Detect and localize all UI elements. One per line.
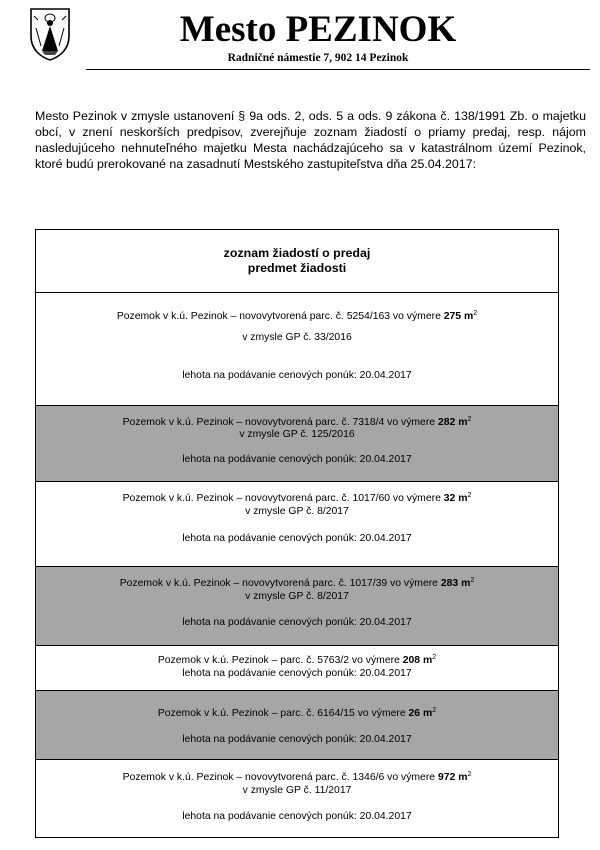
row-gp: v zmysle GP č. 33/2016 [242, 332, 352, 343]
row-description: Pozemok v k.ú. Pezinok – novovytvorená parc. č. 1017/39 vo výmere 283 $m^2$ [119, 577, 475, 589]
header-divider [86, 69, 590, 70]
document-address: Radničné námestie 7, 902 14 Pezinok [227, 52, 409, 64]
row-description: Pozemok v k.ú. Pezinok – parc. č. 5763/2 vo výmere 208 $m^2$ [157, 654, 437, 666]
row-gp: v zmysle GP č. 11/2017 [242, 785, 352, 796]
table-row [36, 646, 558, 691]
document-header [0, 0, 600, 80]
table-heading: zoznam žiadostí o predaj [223, 246, 371, 260]
table-row [36, 691, 558, 760]
table-row [36, 482, 558, 567]
row-deadline: lehota na podávanie cenových ponúk: 20.04.2017 [182, 454, 412, 465]
row-deadline: lehota na podávanie cenových ponúk: 20.04.2017 [182, 811, 412, 822]
row-area: 32 [443, 493, 456, 504]
intro-paragraph: Mesto Pezinok v zmysle ustanovení § 9a ods. 2, ods. 5 a ods. 9 zákona č. 138/1991 Zb. o majetku obcí, v znení neskorších predpisov, zverejňuje zoznam žiadostí o priamy predaj, resp. nájom nasledujúceho nehnuteľného majetku Mesta nachádzajúceho sa v katastrálnom území Pezinok, ktoré budú prerokované na zasadnutí Mestského zastupiteľstva dňa 25.04.2017: [35, 109, 586, 171]
row-description: Pozemok v k.ú. Pezinok – novovytvorená parc. č. 1346/6 vo výmere 972 $m^2$ [122, 771, 472, 783]
row-gp: v zmysle GP č. 125/2016 [239, 429, 355, 440]
table-row [36, 406, 558, 482]
row-description: Pozemok v k.ú. Pezinok – novovytvorená parc. č. 5254/163 vo výmere 275 $m^2$ [116, 310, 478, 322]
row-gp: v zmysle GP č. 8/2017 [245, 506, 349, 517]
row-description: Pozemok v k.ú. Pezinok – novovytvorená parc. č. 1017/60 vo výmere 32 $m^2$ [122, 492, 472, 504]
row-description: Pozemok v k.ú. Pezinok – novovytvorená parc. č. 7318/4 vo výmere 282 $m^2$ [122, 416, 472, 428]
row-deadline: lehota na podávanie cenových ponúk: 20.04.2017 [182, 668, 412, 679]
row-area: 208 [402, 655, 421, 666]
city-crest-icon [28, 6, 72, 62]
row-area: 26 [408, 708, 421, 719]
table-row [36, 293, 558, 406]
row-deadline: lehota na podávanie cenových ponúk: 20.04.2017 [182, 370, 412, 381]
requests-table [35, 229, 559, 838]
document-title: Mesto PEZINOK [179, 9, 457, 50]
row-deadline: lehota na podávanie cenových ponúk: 20.04.2017 [182, 734, 412, 745]
table-row [36, 567, 558, 646]
row-area: 972 [437, 772, 456, 783]
row-deadline: lehota na podávanie cenových ponúk: 20.04.2017 [182, 533, 412, 544]
table-row [36, 760, 558, 837]
row-area: 275 [443, 311, 462, 322]
row-area: 282 [437, 417, 456, 428]
row-area: 283 [440, 578, 459, 589]
table-subheading: predmet žiadosti [247, 261, 347, 275]
table-header-row [36, 230, 558, 293]
row-gp: v zmysle GP č. 8/2017 [245, 591, 349, 602]
row-deadline: lehota na podávanie cenových ponúk: 20.04.2017 [182, 617, 412, 628]
row-description: Pozemok v k.ú. Pezinok – parc. č. 6164/15 vo výmere 26 $m^2$ [157, 707, 437, 719]
